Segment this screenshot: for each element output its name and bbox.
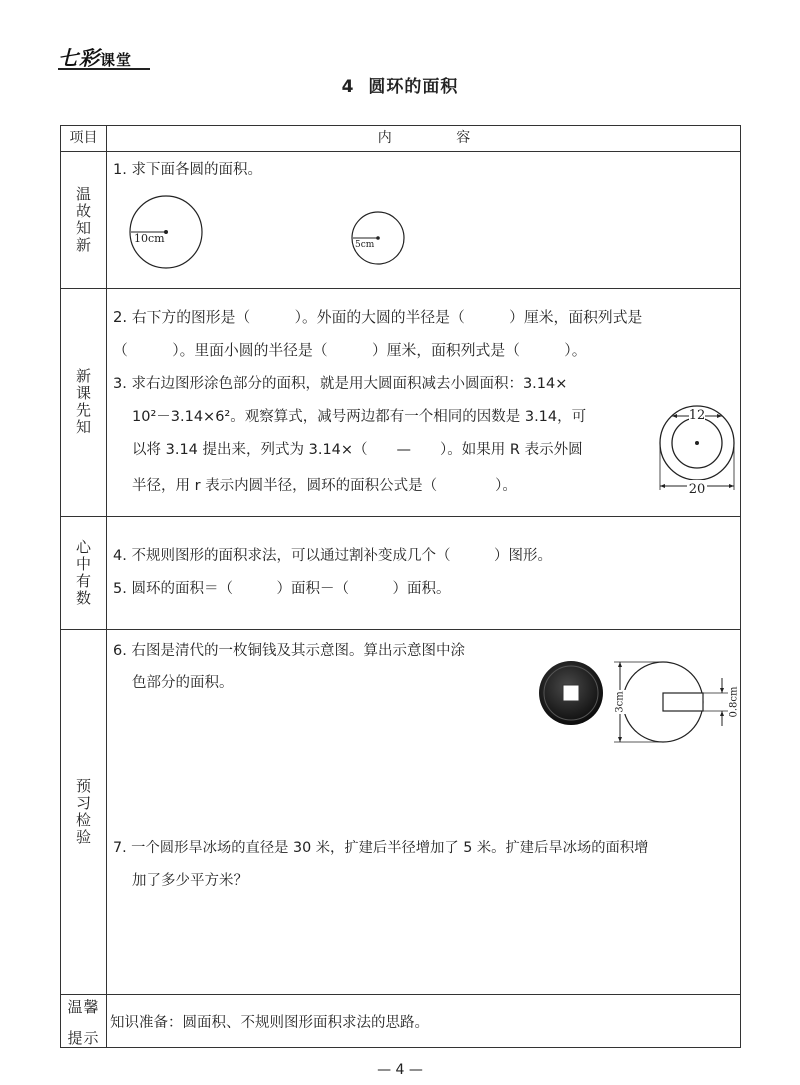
brand-underline bbox=[58, 68, 150, 70]
q7-line-2: 加了多少平方米？ bbox=[132, 873, 248, 889]
section-tip bbox=[61, 994, 106, 1049]
row-divider-header bbox=[61, 151, 740, 152]
row-divider-4 bbox=[61, 994, 740, 995]
brand-logo-suffix: 课堂 bbox=[100, 51, 133, 69]
q2-line-2: （ ）。里面小圆的半径是（ ）厘米，面积列式是（ ）。 bbox=[113, 342, 587, 359]
q6-coin-diagram bbox=[610, 658, 742, 746]
section-preview bbox=[61, 288, 106, 516]
q4-text: 4. 不规则图形的面积求法，可以通过割补变成几个（ ）图形。 bbox=[113, 548, 552, 564]
section-tip-label-1: 温馨 bbox=[67, 997, 100, 1016]
q6-outer-dimension-label: 3cm bbox=[614, 691, 626, 713]
q3-outer-diameter-label: 20 bbox=[688, 482, 706, 497]
q3-line-4: 半径，用 r 表示内圆半径，圆环的面积公式是（ ）。 bbox=[132, 478, 517, 494]
q1-circle-small bbox=[350, 210, 406, 266]
page-number: — 4 — bbox=[377, 1062, 423, 1078]
header-item: 项目 bbox=[69, 130, 98, 146]
section-tip-label-2: 提示 bbox=[67, 1028, 100, 1047]
q7-line-1: 7. 一个圆形旱冰场的直径是 30 米，扩建后半径增加了 5 米。扩建后旱冰场的面积增 bbox=[113, 840, 649, 856]
q6-line-1: 6. 右图是清代的一枚铜钱及其示意图。算出示意图中涂 bbox=[113, 643, 465, 659]
tip-text: 知识准备：圆面积、不规则图形面积求法的思路。 bbox=[110, 1015, 429, 1031]
row-divider-2 bbox=[61, 516, 740, 517]
q1-circle-large bbox=[128, 194, 204, 270]
lesson-number: 4 bbox=[341, 77, 355, 97]
q6-inner-dimension-label: 0.8cm bbox=[728, 686, 740, 718]
q3-inner-diameter-label: 12 bbox=[688, 408, 706, 423]
q6-coin-photo bbox=[538, 660, 604, 726]
q6-line-2: 色部分的面积。 bbox=[132, 675, 234, 691]
header-content: 内 容 bbox=[377, 130, 501, 146]
section-mind bbox=[61, 516, 106, 629]
q1-circle-large-label: 10cm bbox=[134, 232, 165, 245]
section-review bbox=[61, 151, 106, 288]
section-review-label: 温故知新 bbox=[74, 185, 92, 254]
section-check-label: 预习检验 bbox=[74, 777, 92, 846]
row-divider-3 bbox=[61, 629, 740, 630]
q3-line-2: 10²－3.14×6²。观察算式，减号两边都有一个相同的因数是 3.14，可 bbox=[132, 409, 587, 425]
page-title bbox=[0, 72, 800, 97]
q3-line-1: 3. 求右边图形涂色部分的面积，就是用大圆面积减去小圆面积：3.14× bbox=[113, 376, 568, 392]
q3-ring-diagram bbox=[654, 404, 742, 498]
column-divider bbox=[106, 126, 107, 1047]
section-preview-label: 新课先知 bbox=[74, 368, 92, 436]
q5-text: 5. 圆环的面积＝（ ）面积－（ ）面积。 bbox=[113, 581, 451, 597]
q3-line-3: 以将 3.14 提出来，列式为 3.14×（ — ）。如果用 R 表示外圆 bbox=[132, 442, 583, 458]
brand-logo bbox=[58, 42, 148, 68]
section-check bbox=[61, 629, 106, 994]
lesson-title: 圆环的面积 bbox=[368, 77, 459, 97]
brand-logo-prefix: 七彩 bbox=[58, 46, 100, 70]
q1-text: 1. 求下面各圆的面积。 bbox=[113, 162, 262, 178]
q1-circle-small-label: 5cm bbox=[355, 240, 375, 250]
section-mind-label: 心中有数 bbox=[74, 538, 92, 607]
row-divider-1 bbox=[61, 288, 740, 289]
q2-line-1: 2. 右下方的图形是（ ）。外面的大圆的半径是（ ）厘米，面积列式是 bbox=[113, 309, 643, 326]
